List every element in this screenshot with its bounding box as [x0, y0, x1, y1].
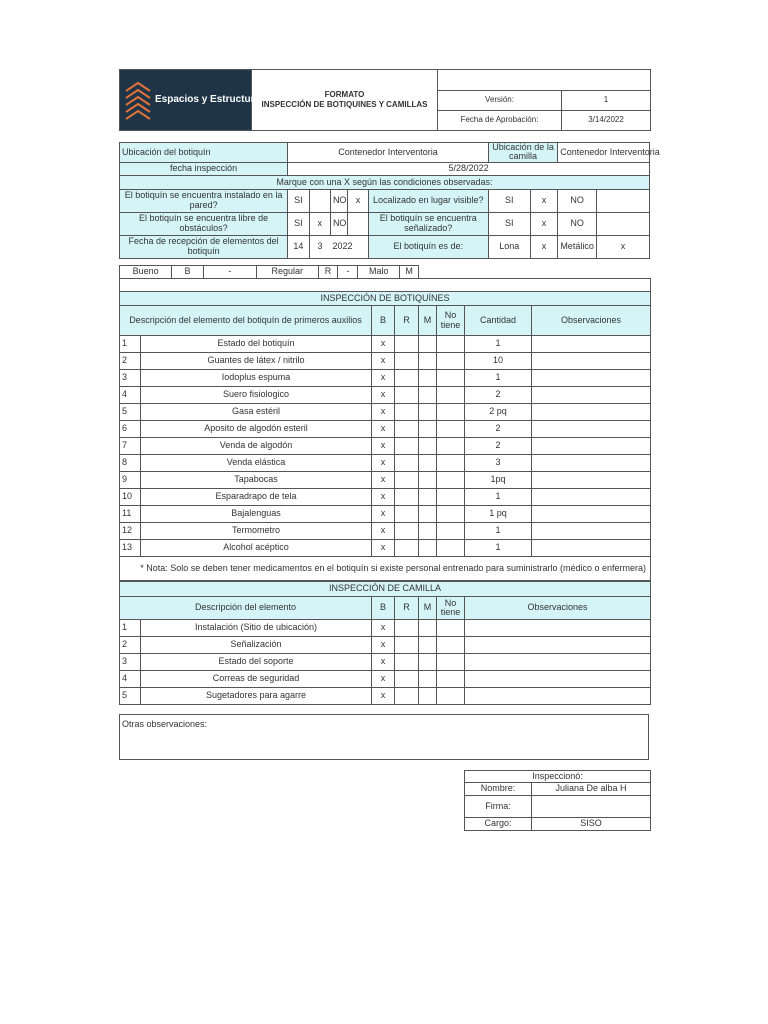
mark-r: [395, 404, 419, 421]
version-label: Versión:: [438, 91, 562, 111]
q3-si-mark: x: [309, 212, 330, 235]
role-label: Cargo:: [465, 818, 532, 831]
q-installed-wall: El botiquín se encuentra instalado en la pared?: [120, 189, 288, 212]
mark-none: [437, 540, 465, 557]
mark-m: [419, 455, 437, 472]
mark-m: [419, 421, 437, 438]
q-visible-location: Localizado en lugar visible?: [368, 189, 488, 212]
kit-table-row: [120, 506, 651, 523]
mark-none: [437, 688, 465, 705]
item-description: Venda de algodón: [141, 438, 372, 455]
mark-none: [437, 438, 465, 455]
row-number: 7: [120, 438, 141, 455]
row-number: 8: [120, 455, 141, 472]
q2-no: NO: [558, 189, 597, 212]
item-observations: [532, 421, 651, 438]
kit-table-row: [120, 523, 651, 540]
mark-r: [395, 353, 419, 370]
kit-table-row: [120, 336, 651, 353]
mark-b: x: [372, 472, 395, 489]
opt-metal-mark: x: [596, 235, 649, 258]
legend-malo: Malo: [358, 266, 400, 279]
q3-si: SI: [288, 212, 309, 235]
kit-col-b: B: [372, 306, 395, 336]
reception-day: 14: [288, 235, 309, 258]
mark-b: x: [372, 506, 395, 523]
item-quantity: 1: [465, 489, 532, 506]
item-description: Suero fisiologico: [141, 387, 372, 404]
q3-no: NO: [330, 212, 347, 235]
mark-none: [437, 523, 465, 540]
mark-b: x: [372, 438, 395, 455]
company-logo: [120, 70, 266, 131]
q2-no-mark: [596, 189, 649, 212]
q1-no-mark: x: [348, 189, 368, 212]
mark-none: [437, 489, 465, 506]
q4-no-mark: [596, 212, 649, 235]
mark-none: [437, 336, 465, 353]
item-quantity: 1: [465, 523, 532, 540]
row-number: 9: [120, 472, 141, 489]
stretcher-col-b: B: [372, 597, 395, 620]
mark-b: x: [372, 523, 395, 540]
item-observations: [465, 620, 651, 637]
legend-regular: Regular: [256, 266, 318, 279]
row-number: 10: [120, 489, 141, 506]
item-observations: [532, 455, 651, 472]
mark-m: [419, 688, 437, 705]
q3-no-mark: [348, 212, 368, 235]
kit-col-m: M: [419, 306, 437, 336]
mark-b: x: [372, 654, 395, 671]
item-quantity: 1: [465, 370, 532, 387]
opt-lona-mark: x: [530, 235, 558, 258]
mark-none: [437, 671, 465, 688]
mark-r: [395, 671, 419, 688]
q4-no: NO: [558, 212, 597, 235]
inspection-date-value: 5/28/2022: [288, 162, 650, 175]
mark-r: [395, 654, 419, 671]
row-number: 4: [120, 387, 141, 404]
mark-m: [419, 637, 437, 654]
kit-inspection-table: [119, 278, 651, 581]
q1-si: SI: [288, 189, 309, 212]
item-description: Sugetadores para agarre: [141, 688, 372, 705]
mark-r: [395, 489, 419, 506]
item-observations: [532, 472, 651, 489]
mark-b: x: [372, 353, 395, 370]
q2-si: SI: [488, 189, 530, 212]
q2-si-mark: x: [530, 189, 558, 212]
mark-none: [437, 637, 465, 654]
mark-b: x: [372, 620, 395, 637]
row-number: 2: [120, 637, 141, 654]
q1-si-mark: [309, 189, 330, 212]
row-number: 5: [120, 688, 141, 705]
stretcher-table-row: [120, 688, 651, 705]
kit-col-desc: Descripción del elemento del botiquín de primeros auxilios: [120, 306, 372, 336]
mark-m: [419, 472, 437, 489]
item-observations: [465, 637, 651, 654]
item-observations: [532, 438, 651, 455]
item-description: Estado del soporte: [141, 654, 372, 671]
mark-r: [395, 688, 419, 705]
item-quantity: 1: [465, 336, 532, 353]
legend-b: B: [172, 266, 203, 279]
name-label: Nombre:: [465, 783, 532, 796]
inspected-by-title: Inspeccionó:: [465, 771, 651, 783]
mark-r: [395, 506, 419, 523]
row-number: 3: [120, 654, 141, 671]
row-number: 5: [120, 404, 141, 421]
document-title: FORMATO INSPECCIÓN DE BOTIQUINES Y CAMILLAS: [252, 70, 438, 131]
item-description: Esparadrapo de tela: [141, 489, 372, 506]
item-quantity: 1: [465, 540, 532, 557]
signature-label: Firma:: [465, 796, 532, 818]
stretcher-col-r: R: [395, 597, 419, 620]
stretcher-table-row: [120, 637, 651, 654]
header-blank: [438, 70, 651, 91]
item-observations: [532, 370, 651, 387]
stretcher-col-desc: Descripción del elemento: [120, 597, 372, 620]
mark-r: [395, 421, 419, 438]
item-observations: [465, 654, 651, 671]
row-number: 13: [120, 540, 141, 557]
kit-col-none: No tiene: [437, 306, 465, 336]
item-description: Alcohol acéptico: [141, 540, 372, 557]
kit-spacer-row: [120, 279, 651, 292]
mark-r: [395, 387, 419, 404]
kit-location-label: Ubicación del botiquín: [120, 143, 288, 163]
row-number: 11: [120, 506, 141, 523]
mark-m: [419, 336, 437, 353]
row-number: 3: [120, 370, 141, 387]
item-observations: [465, 671, 651, 688]
item-quantity: 1pq: [465, 472, 532, 489]
stretcher-col-m: M: [419, 597, 437, 620]
mark-none: [437, 353, 465, 370]
item-quantity: 2: [465, 387, 532, 404]
stretcher-col-none: No tiene: [437, 597, 465, 620]
mark-none: [437, 421, 465, 438]
mark-r: [395, 540, 419, 557]
item-quantity: 2: [465, 438, 532, 455]
item-description: Termometro: [141, 523, 372, 540]
row-number: 2: [120, 353, 141, 370]
kit-table-row: [120, 455, 651, 472]
mark-none: [437, 506, 465, 523]
item-observations: [532, 540, 651, 557]
item-description: Señalización: [141, 637, 372, 654]
item-description: Gasa estéril: [141, 404, 372, 421]
item-description: Instalación (Sitio de ubicación): [141, 620, 372, 637]
kit-table-row: [120, 540, 651, 557]
kit-note: * Nota: Solo se deben tener medicamentos en el botiquín si existe personal entrenado para suministrarlo (médico o enfermera): [120, 557, 651, 581]
mark-b: x: [372, 404, 395, 421]
mark-none: [437, 654, 465, 671]
legend-dash-2: -: [338, 266, 358, 279]
mark-r: [395, 637, 419, 654]
item-description: Estado del botiquín: [141, 336, 372, 353]
item-description: Venda elástica: [141, 455, 372, 472]
stretcher-location-value: Contenedor Interventoria: [558, 143, 650, 163]
opt-lona: Lona: [488, 235, 530, 258]
mark-m: [419, 671, 437, 688]
kit-table-row: [120, 472, 651, 489]
mark-r: [395, 370, 419, 387]
other-observations-box: [119, 714, 649, 760]
mark-b: x: [372, 421, 395, 438]
mark-b: x: [372, 540, 395, 557]
mark-m: [419, 540, 437, 557]
mark-b: x: [372, 489, 395, 506]
legend-m: M: [400, 266, 419, 279]
item-description: Tapabocas: [141, 472, 372, 489]
item-observations: [532, 489, 651, 506]
mark-none: [437, 370, 465, 387]
q1-no: NO: [330, 189, 347, 212]
mark-m: [419, 387, 437, 404]
kit-section-title: INSPECCIÓN DE BOTIQUÍNES: [120, 292, 651, 306]
approval-label: Fecha de Aprobación:: [438, 111, 562, 131]
mark-b: x: [372, 336, 395, 353]
mark-none: [437, 620, 465, 637]
q4-si: SI: [488, 212, 530, 235]
mark-m: [419, 438, 437, 455]
version-value: 1: [562, 91, 651, 111]
mark-r: [395, 438, 419, 455]
kit-table-row: [120, 438, 651, 455]
signature-table: [464, 770, 651, 831]
item-quantity: 3: [465, 455, 532, 472]
role-value: SISO: [532, 818, 651, 831]
legend-r: R: [318, 266, 338, 279]
mark-r: [395, 455, 419, 472]
row-number: 1: [120, 336, 141, 353]
mark-b: x: [372, 671, 395, 688]
mark-b: x: [372, 455, 395, 472]
reception-month: 3: [309, 235, 330, 258]
kit-table-row: [120, 353, 651, 370]
legend-table: [119, 265, 419, 279]
mark-m: [419, 489, 437, 506]
item-description: Correas de seguridad: [141, 671, 372, 688]
inspection-date-label: fecha inspección: [120, 162, 288, 175]
kit-col-qty: Cantidad: [465, 306, 532, 336]
mark-m: [419, 370, 437, 387]
opt-metal: Metálico: [558, 235, 597, 258]
q4-si-mark: x: [530, 212, 558, 235]
roof-chevrons-icon: [124, 79, 152, 121]
q-kit-material: El botiquín es de:: [368, 235, 488, 258]
item-quantity: 2: [465, 421, 532, 438]
item-description: Iodoplus espuma: [141, 370, 372, 387]
name-value: Juliana De alba H: [532, 783, 651, 796]
stretcher-table-row: [120, 671, 651, 688]
brand-name: Espacios y Estructuras: [155, 93, 266, 105]
instructions: Marque con una X según las condiciones observadas:: [120, 175, 650, 189]
item-observations: [532, 336, 651, 353]
kit-table-row: [120, 387, 651, 404]
item-observations: [532, 387, 651, 404]
item-description: Aposito de algodón esteril: [141, 421, 372, 438]
mark-none: [437, 455, 465, 472]
stretcher-table-row: [120, 620, 651, 637]
stretcher-col-obs: Observaciones: [465, 597, 651, 620]
item-quantity: 10: [465, 353, 532, 370]
stretcher-inspection-table: [119, 581, 651, 705]
mark-b: x: [372, 370, 395, 387]
item-observations: [465, 688, 651, 705]
mark-none: [437, 472, 465, 489]
kit-table-row: [120, 421, 651, 438]
kit-table-row: [120, 370, 651, 387]
mark-r: [395, 523, 419, 540]
stretcher-table-row: [120, 654, 651, 671]
mark-m: [419, 353, 437, 370]
item-observations: [532, 523, 651, 540]
legend-bueno: Bueno: [120, 266, 172, 279]
other-observations-label: Otras observaciones:: [122, 719, 208, 729]
item-observations: [532, 404, 651, 421]
mark-r: [395, 472, 419, 489]
mark-r: [395, 336, 419, 353]
mark-b: x: [372, 387, 395, 404]
signature-field: [532, 796, 651, 818]
item-observations: [532, 353, 651, 370]
item-description: Guantes de látex / nitrilo: [141, 353, 372, 370]
item-description: Bajalenguas: [141, 506, 372, 523]
q-signaled: El botiquín se encuentra señalizado?: [368, 212, 488, 235]
item-quantity: 2 pq: [465, 404, 532, 421]
mark-m: [419, 654, 437, 671]
mark-r: [395, 620, 419, 637]
reception-year: 2022: [330, 235, 368, 258]
kit-col-r: R: [395, 306, 419, 336]
mark-m: [419, 620, 437, 637]
mark-none: [437, 404, 465, 421]
header-table: [119, 69, 651, 131]
row-number: 12: [120, 523, 141, 540]
mark-m: [419, 523, 437, 540]
kit-table-row: [120, 489, 651, 506]
approval-value: 3/14/2022: [562, 111, 651, 131]
q-free-obstacles: El botiquín se encuentra libre de obstáculos?: [120, 212, 288, 235]
mark-m: [419, 506, 437, 523]
stretcher-location-label: Ubicación de la camilla: [488, 143, 557, 163]
legend-dash-1: -: [203, 266, 256, 279]
row-number: 6: [120, 421, 141, 438]
mark-b: x: [372, 688, 395, 705]
row-number: 4: [120, 671, 141, 688]
mark-b: x: [372, 637, 395, 654]
item-observations: [532, 506, 651, 523]
row-number: 1: [120, 620, 141, 637]
item-quantity: 1 pq: [465, 506, 532, 523]
stretcher-section-title: INSPECCIÓN DE CAMILLA: [120, 582, 651, 597]
mark-m: [419, 404, 437, 421]
info-table: [119, 142, 660, 259]
kit-col-obs: Observaciones: [532, 306, 651, 336]
q-reception-date: Fecha de recepción de elementos del botiquín: [120, 235, 288, 258]
kit-table-row: [120, 404, 651, 421]
mark-none: [437, 387, 465, 404]
kit-location-value: Contenedor Interventoria: [288, 143, 489, 163]
